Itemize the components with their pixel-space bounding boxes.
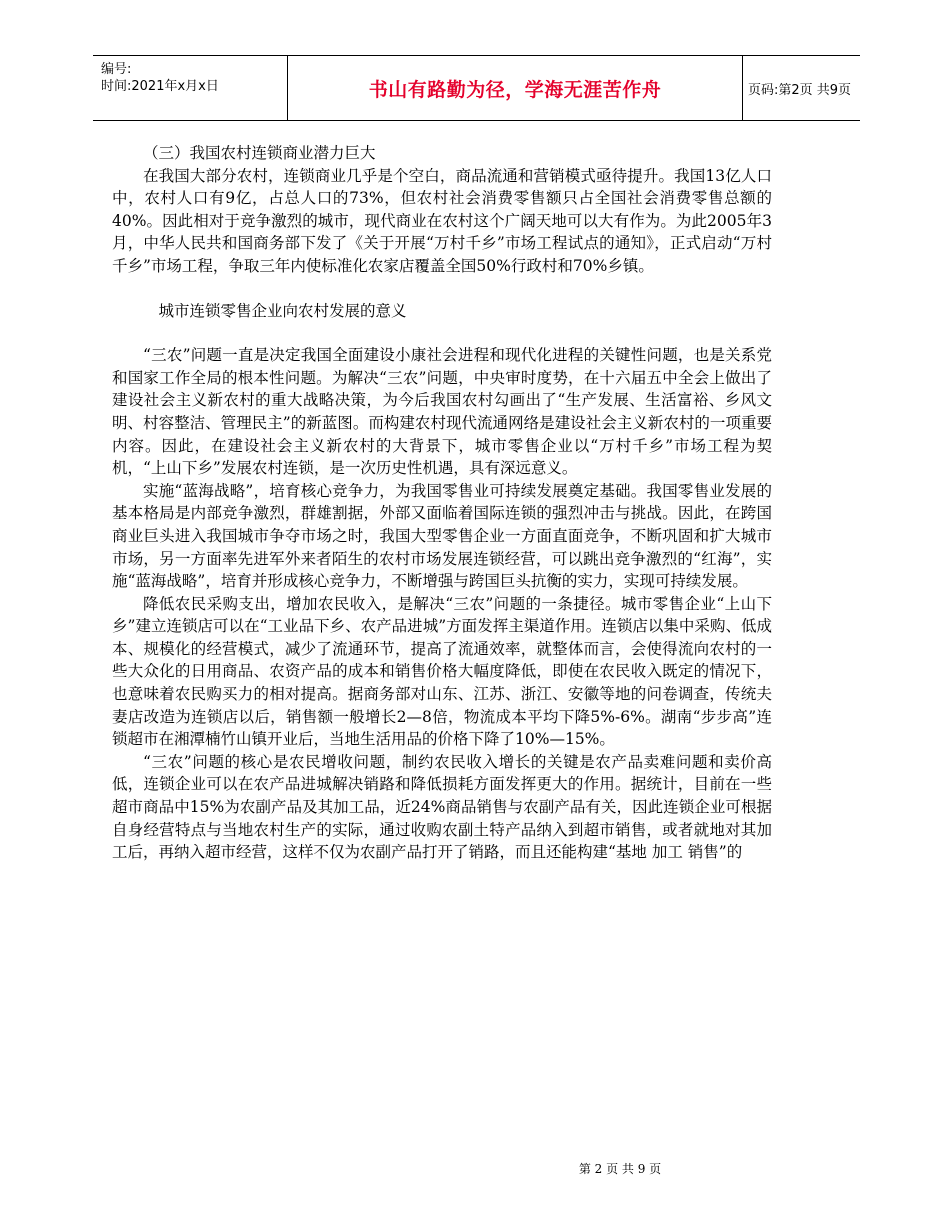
paragraph-1: 在我国大部分农村，连锁商业几乎是个空白，商品流通和营销模式亟待提升。我国13亿人口中，农村人口有9亿，占总人口的73%，但农村社会消费零售额只占全国社会消费零售总额的40%。因此相对于竞争激烈的城市，现代商业在农村这个广阔天地可以大有作为。为此2005年3月，中华人民共和国商务部下发了《关于开展“万村千乡”市场工程试点的通知》，正式启动“万村千乡”市场工程，争取三年内使标准化农家店覆盖全国50%行政村和70%乡镇。 <box>112 166 772 275</box>
paragraph-4: 降低农民采购支出，增加农民收入，是解决“三农”问题的一条捷径。城市零售企业“上山下乡”建立连锁店可以在“工业品下乡、农产品进城”方面发挥主渠道作用。连锁店以集中采购、低成本、规模化的经营模式，减少了流通环节，提高了流通效率，就整体而言，会使得流向农村的一些大众化的日用商品、农资产品的成本和销售价格大幅度降低，即使在农民收入既定的情况下，也意味着农民购买力的相对提高。据商务部对山东、江苏、浙江、安徽等地的问卷调查，传统夫妻店改造为连锁店以后，销售额一般增长2—8倍，物流成本平均下降5%-6%。湖南“步步高”连锁超市在湘潭楠竹山镇开业后，当地生活用品的价格下降了10%—15%。 <box>112 594 772 749</box>
section-heading: （三）我国农村连锁商业潜力巨大 <box>143 144 376 162</box>
document-number-label: 编号: <box>101 62 132 77</box>
page-footer: 第 2 页 共 9 页 <box>578 1162 662 1176</box>
header-page-label: 页码:第2页 共9页 <box>748 82 852 98</box>
paragraph-2: “三农”问题一直是决定我国全面建设小康社会进程和现代化进程的关键性问题，也是关系党和国家工作全局的根本性问题。为解决“三农”问题，中央审时度势，在十六届五中全会上做出了建设社会主义新农村的重大战略决策，为今后我国农村勾画出了“生产发展、生活富裕、乡风文明、村容整洁、管理民主”的新蓝图。而构建农村现代流通网络是建设社会主义新农村的一项重要内容。因此，在建设社会主义新农村的大背景下，城市零售企业以“万村千乡”市场工程为契机，“上山下乡”发展农村连锁，是一次历史性机遇，具有深远意义。 <box>112 346 772 478</box>
document-body <box>112 142 772 864</box>
header-motto: 书山有路勤为径，学海无涯苦作舟 <box>287 56 743 120</box>
subtitle: 城市连锁零售企业向农村发展的意义 <box>158 301 407 320</box>
page-header <box>93 55 860 121</box>
header-left-cell <box>93 56 287 120</box>
paragraph-3: 实施“蓝海战略”，培育核心竞争力，为我国零售业可持续发展奠定基础。我国零售业发展的基本格局是内部竞争激烈，群雄割据，外部又面临着国际连锁的强烈冲击与挑战。因此，在跨国商业巨头进入我国城市争夺市场之时，我国大型零售企业一方面直面竞争，不断巩固和扩大城市市场，另一方面率先进军外来者陌生的农村市场发展连锁经营，可以跳出竞争激烈的“红海”，实施“蓝海战略”，培育并形成核心竞争力，不断增强与跨国巨头抗衡的实力，实现可持续发展。 <box>112 481 772 591</box>
document-time-label: 时间:2021年x月x日 <box>101 79 219 94</box>
paragraph-5: “三农”问题的核心是农民增收问题，制约农民收入增长的关键是农产品卖难问题和卖价高低，连锁企业可以在农产品进城解决销路和降低损耗方面发挥更大的作用。据统计，目前在一些超市商品中15%为农副产品及其加工品，近24%商品销售与农副产品有关，因此连锁企业可根据自身经营特点与当地农村生产的实际，通过收购农副土特产品纳入到超市销售，或者就地对其加工后，再纳入超市经营，这样不仅为农副产品打开了销路，而且还能构建“基地 加工 销售”的 <box>112 752 772 862</box>
